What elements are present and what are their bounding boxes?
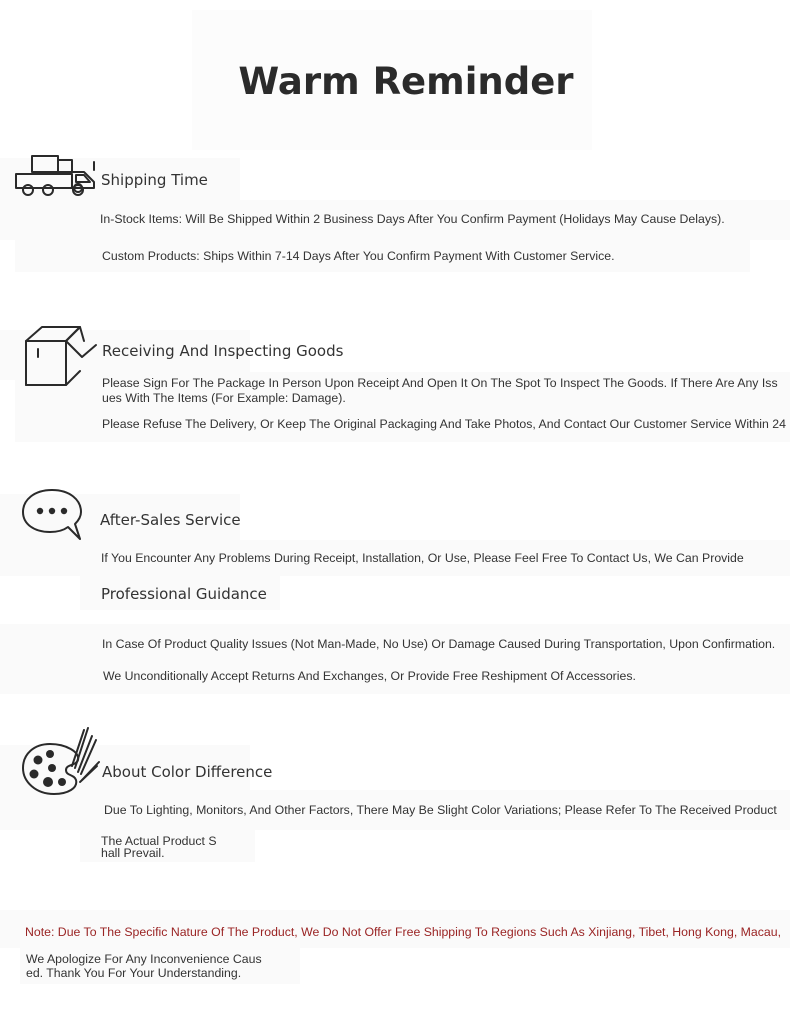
after-sales-heading: After-Sales Service (100, 511, 241, 529)
receiving-text-2: Please Refuse The Delivery, Or Keep The Original Packaging And Take Photos, And Contact Our Customer Service Within 24 (102, 417, 786, 431)
box-icon (22, 323, 100, 389)
chat-bubble-icon (20, 486, 86, 544)
after-sales-text-3: We Unconditionally Accept Returns And Exchanges, Or Provide Free Reshipment Of Accessories. (103, 669, 636, 683)
after-sales-text-1: If You Encounter Any Problems During Receipt, Installation, Or Use, Please Feel Free To Contact Us, We Can Provide (101, 551, 744, 565)
section-band (0, 624, 790, 694)
after-sales-subheading: Professional Guidance (101, 585, 267, 603)
color-text-1: Due To Lighting, Monitors, And Other Factors, There May Be Slight Color Variations; Please Refer To The Received Product (104, 803, 777, 817)
shipping-heading: Shipping Time (101, 171, 208, 189)
after-sales-text-2: In Case Of Product Quality Issues (Not Man-Made, No Use) Or Damage Caused During Transportation, Upon Confirmation. (102, 637, 776, 651)
receiving-text-1: Please Sign For The Package In Person Upon Receipt And Open It On The Spot To Inspect The Goods. If There Are Any Issues With The Items (For Example: Damage). (102, 376, 778, 405)
receiving-heading: Receiving And Inspecting Goods (102, 342, 344, 360)
apology-text: We Apologize For Any Inconvenience Caused. Thank You For Your Understanding. (26, 952, 262, 980)
color-text-2: The Actual Product Shall Prevail. (101, 834, 217, 860)
shipping-text-1: In-Stock Items: Will Be Shipped Within 2 Business Days After You Confirm Payment (Holidays May Cause Delays). (100, 212, 725, 226)
color-heading: About Color Difference (102, 763, 273, 781)
shipping-text-2: Custom Products: Ships Within 7-14 Days After You Confirm Payment With Customer Service. (102, 249, 615, 263)
note-text: Note: Due To The Specific Nature Of The Product, We Do Not Offer Free Shipping To Regions Such As Xinjiang, Tibet, Hong Kong, Macau, (25, 925, 781, 939)
truck-icon (14, 150, 98, 202)
palette-icon (20, 722, 102, 798)
page-title: Warm Reminder (238, 60, 574, 103)
